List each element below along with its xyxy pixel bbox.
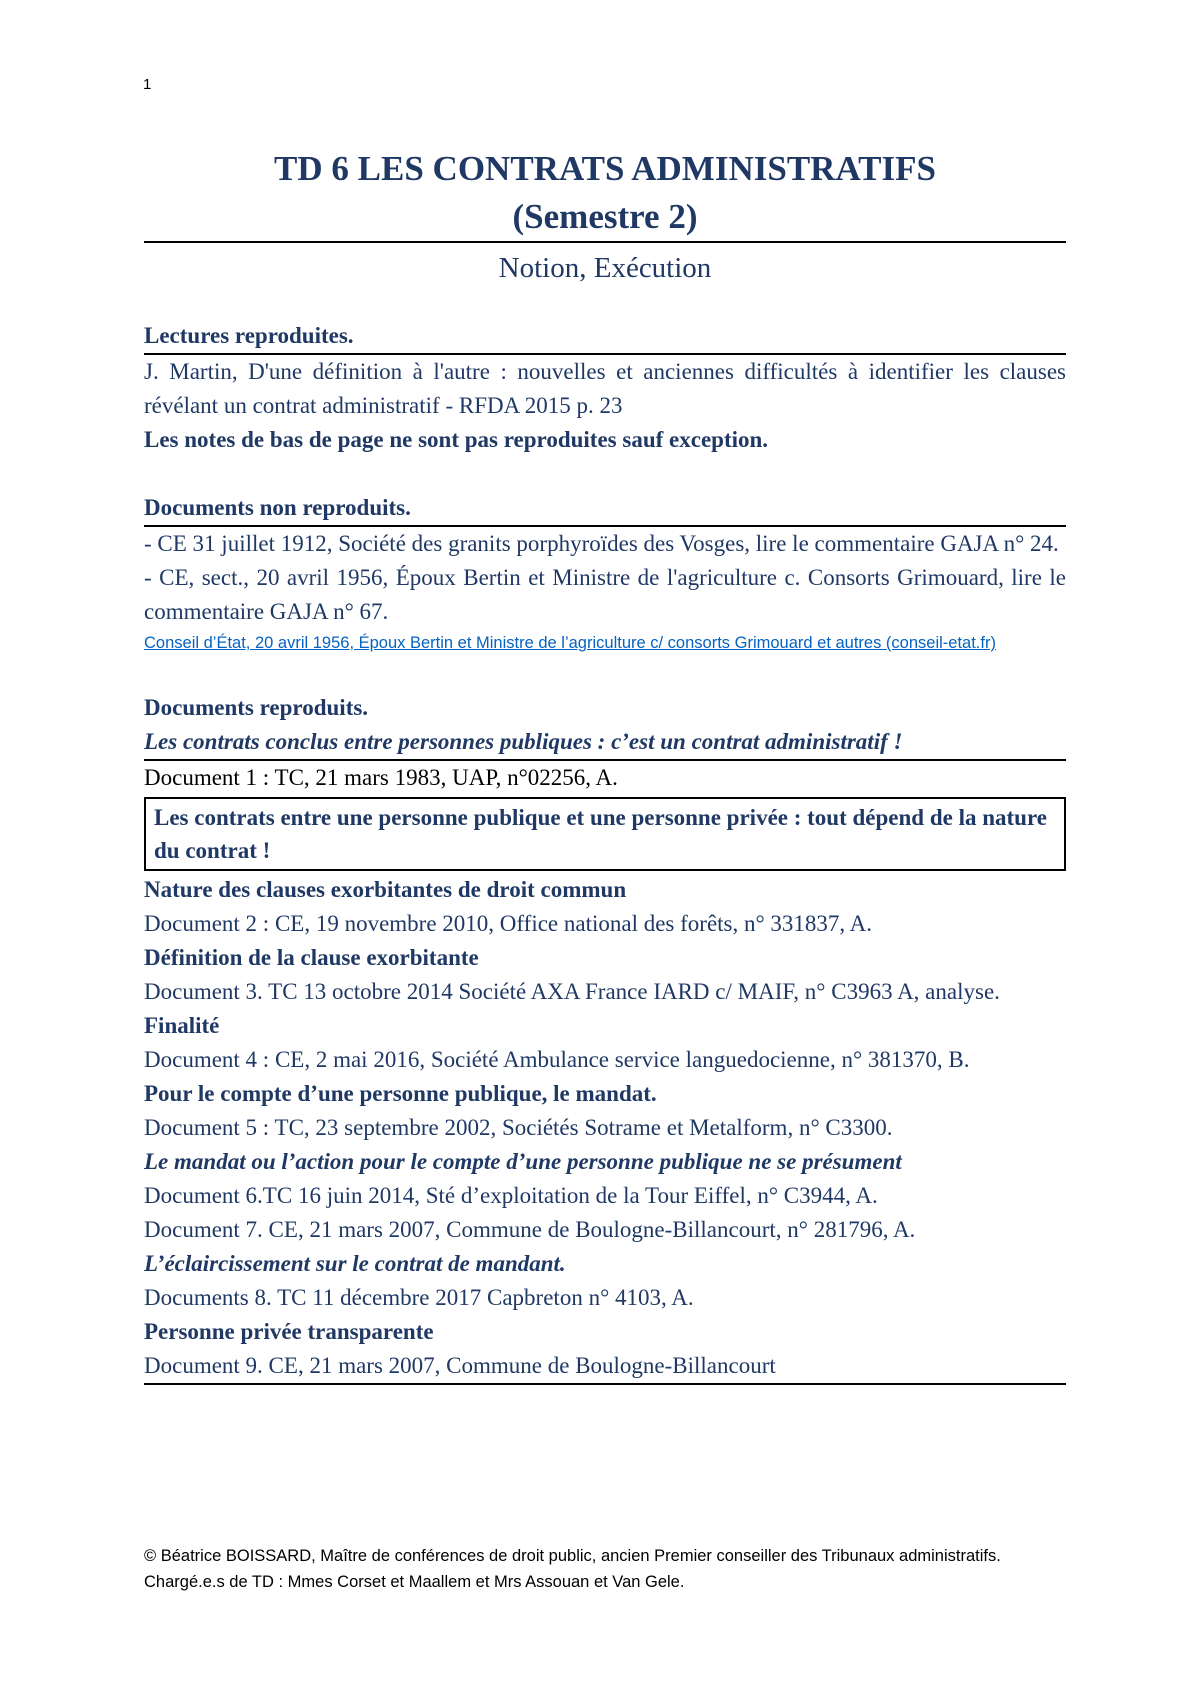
lectures-text: J. Martin, D'une définition à l'autre : nouvelles et anciennes difficultés à identifier les clauses révélant un contrat administratif - RFDA 2015 p. 23 <box>144 359 1066 418</box>
section-heading-finalite: Finalité <box>144 1013 220 1038</box>
document-4-ref: Document 4 : CE, 2 mai 2016, Société Ambulance service languedocienne, n° 381370, B. <box>144 1047 970 1072</box>
section-heading-clauses-exorbitantes: Nature des clauses exorbitantes de droit commun <box>144 877 627 902</box>
lectures-heading: Lectures reproduites. <box>144 319 1066 355</box>
section-heading-definition-clause: Définition de la clause exorbitante <box>144 945 479 970</box>
document-5-ref: Document 5 : TC, 23 septembre 2002, Sociétés Sotrame et Metalform, n° C3300. <box>144 1115 893 1140</box>
document-6-ref: Document 6.TC 16 juin 2014, Sté d’exploitation de la Tour Eiffel, n° C3944, A. <box>144 1183 878 1208</box>
section-heading-personnes-publiques: Les contrats conclus entre personnes publiques : c’est un contrat administratif ! <box>144 725 1066 761</box>
footer-td-staff: Chargé.e.s de TD : Mmes Corset et Maallem et Mrs Assouan et Van Gele. <box>144 1573 685 1591</box>
reproduits-heading: Documents reproduits. <box>144 695 369 720</box>
document-1-ref: Document 1 : TC, 21 mars 1983, UAP, n°02256, A. <box>144 765 618 790</box>
lectures-note: Les notes de bas de page ne sont pas reproduites sauf exception. <box>144 427 769 452</box>
page-footer <box>144 1543 1066 1595</box>
spacer <box>144 293 1066 319</box>
footer-author: © Béatrice BOISSARD, Maître de conférences de droit public, ancien Premier conseiller des Tribunaux administratifs. <box>144 1547 1001 1565</box>
document-7-ref: Document 7. CE, 21 mars 2007, Commune de Boulogne-Billancourt, n° 281796, A. <box>144 1217 916 1242</box>
document-title-semester: (Semestre 2) <box>144 193 1066 243</box>
non-reproduits-item-1: - CE 31 juillet 1912, Société des granits porphyroïdes des Vosges, lire le commentaire GAJA n° 24. <box>144 531 1059 556</box>
document-2-ref: Document 2 : CE, 19 novembre 2010, Office national des forêts, n° 331837, A. <box>144 911 873 936</box>
section-heading-eclaircissement: L’éclaircissement sur le contrat de mandant. <box>144 1251 566 1276</box>
document-8-ref: Documents 8. TC 11 décembre 2017 Capbreton n° 4103, A. <box>144 1285 694 1310</box>
section-heading-mandat-presument: Le mandat ou l’action pour le compte d’une personne publique ne se présument <box>144 1149 902 1174</box>
section-heading-personne-transparente: Personne privée transparente <box>144 1319 434 1344</box>
spacer <box>144 457 1066 491</box>
boxed-heading-nature-contrat: Les contrats entre une personne publique et une personne privée : tout dépend de la nature du contrat ! <box>144 797 1066 871</box>
document-3-ref: Document 3. TC 13 octobre 2014 Société AXA France IARD c/ MAIF, n° C3963 A, analyse. <box>144 979 1000 1004</box>
document-9-ref: Document 9. CE, 21 mars 2007, Commune de Boulogne-Billancourt <box>144 1349 1066 1385</box>
section-heading-mandat: Pour le compte d’une personne publique, le mandat. <box>144 1081 657 1106</box>
spacer <box>144 657 1066 691</box>
document-body <box>144 145 1066 1385</box>
non-reproduits-heading: Documents non reproduits. <box>144 491 1066 527</box>
page-number: 1 <box>143 76 152 93</box>
document-subtitle: Notion, Exécution <box>498 252 712 284</box>
non-reproduits-item-2: - CE, sect., 20 avril 1956, Époux Bertin et Ministre de l'agriculture c. Consorts Grimouard, lire le commentaire GAJA n° 67. <box>144 565 1066 624</box>
document-title: TD 6 LES CONTRATS ADMINISTRATIFS <box>274 149 936 188</box>
conseil-etat-link[interactable]: Conseil d’État, 20 avril 1956, Époux Bertin et Ministre de l’agriculture c/ consorts Grimouard et autres (conseil-etat.fr) <box>144 634 996 652</box>
